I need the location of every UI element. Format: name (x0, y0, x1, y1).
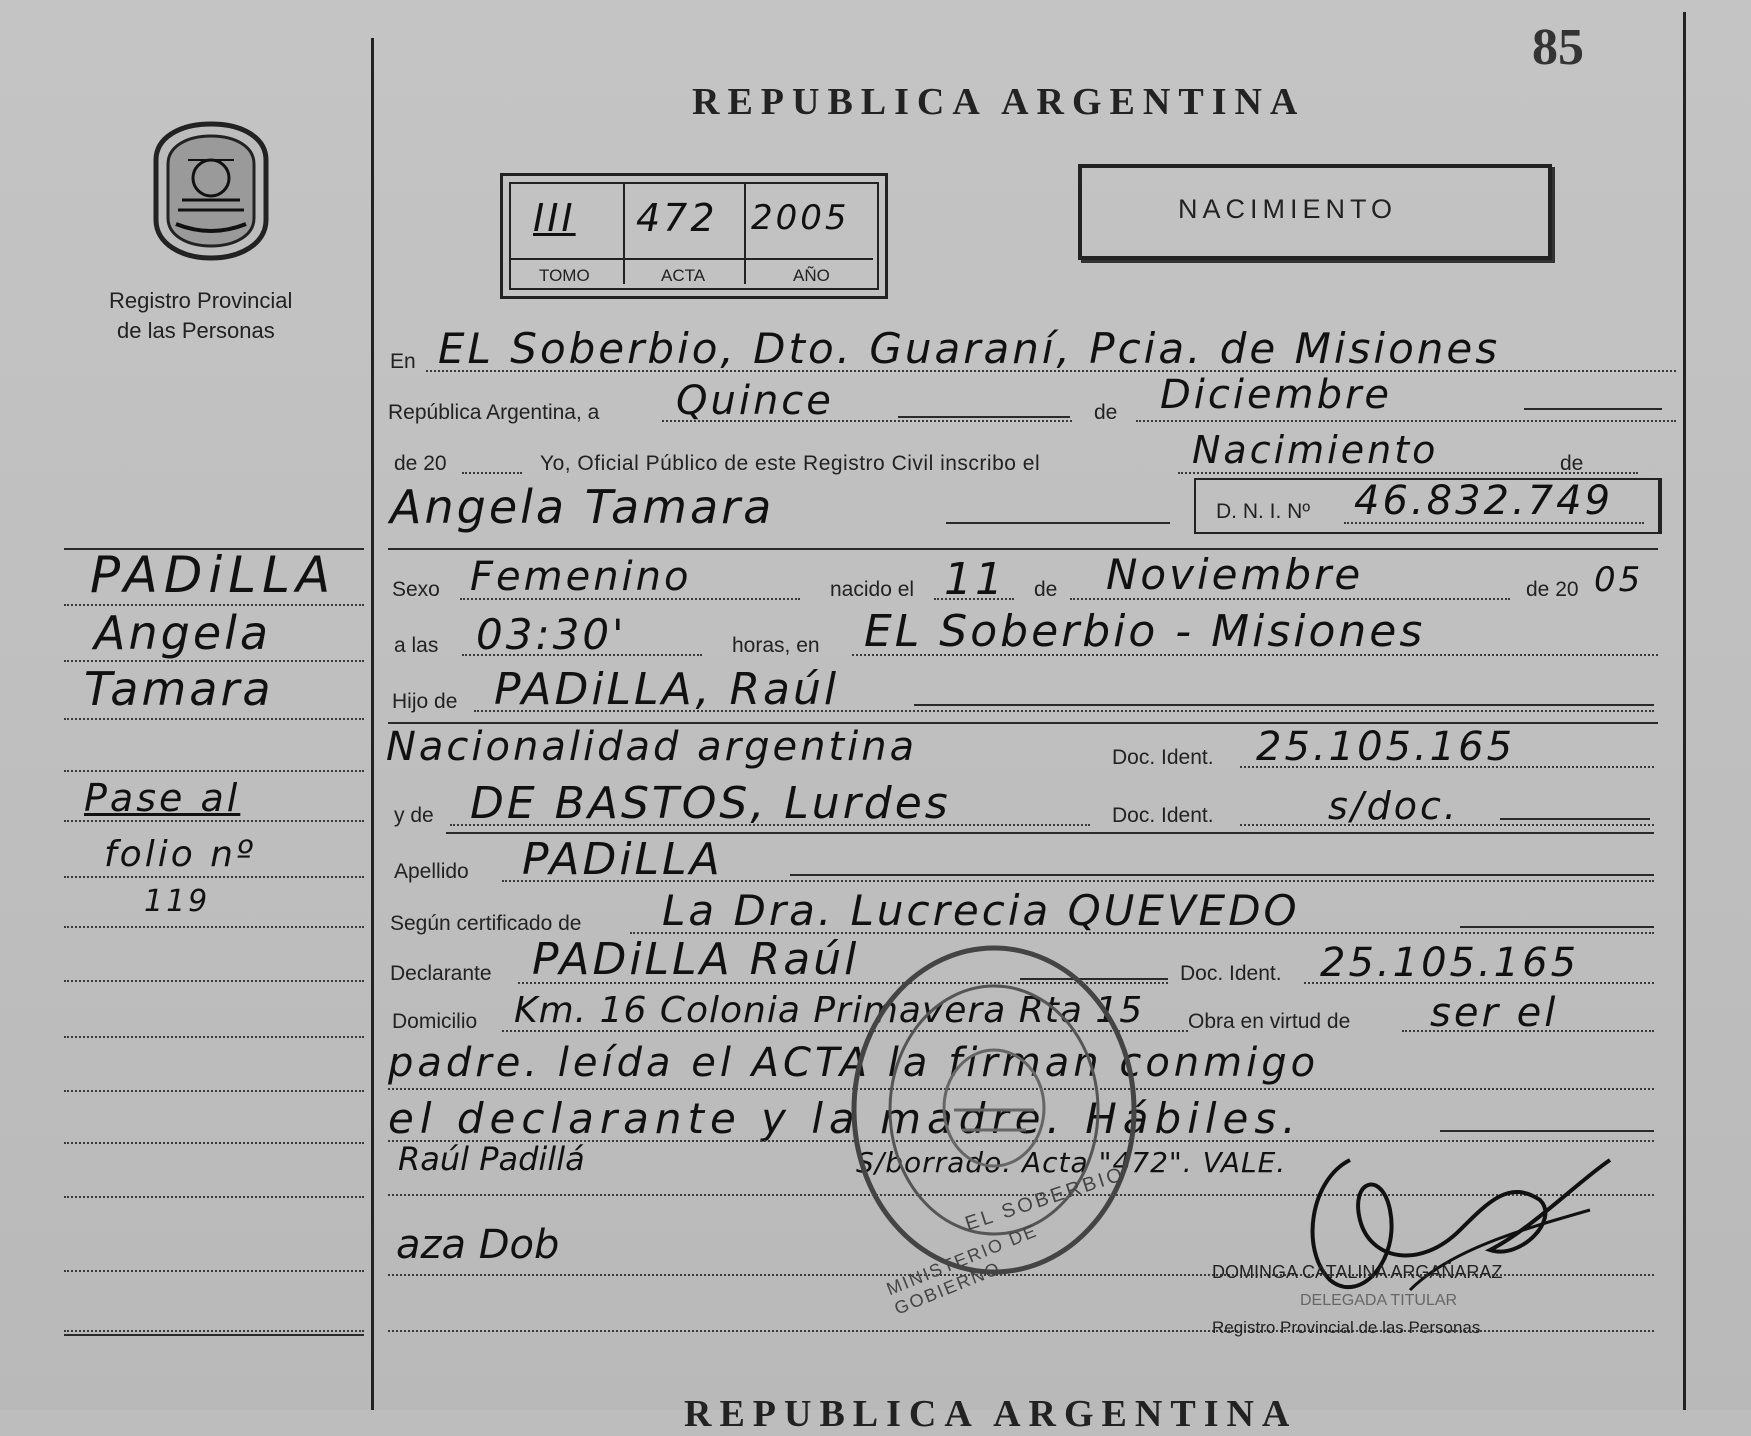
birth-day: 11 (944, 554, 1006, 605)
birth-month: Noviembre (1106, 550, 1364, 599)
left-margin-divider (371, 38, 374, 1410)
en-value: EL Soberbio, Dto. Guaraní, Pcia. de Misiones (438, 324, 1501, 373)
inscribe-value: Nacimiento (1192, 428, 1439, 472)
nacido-label: nacido el (830, 578, 915, 601)
surname-value: PADiLLA (522, 834, 723, 885)
yo-text: Yo, Oficial Público de este Registro Civil inscribo el (540, 452, 1041, 475)
certificate-value: La Dra. Lucrecia QUEVEDO (662, 886, 1300, 935)
official-stamp (844, 940, 1144, 1319)
dni-value: 46.832.749 (1354, 478, 1614, 524)
ano-value: 2005 (751, 198, 850, 238)
alas-label: a las (394, 634, 439, 657)
father-name: PADiLLA, Raúl (494, 664, 840, 715)
office-name-line1: Registro Provincial (109, 288, 293, 313)
page-number: 85 (1532, 19, 1584, 76)
ano-label: AÑO (793, 266, 830, 285)
mother-signature: aza Dob (396, 1222, 560, 1268)
father-nationality: Nacionalidad argentina (386, 724, 918, 770)
margin-first-name: Angela (94, 606, 272, 660)
margin-note-line1: Pase al (84, 776, 241, 820)
father-doc: 25.105.165 (1256, 724, 1516, 770)
apellido-label: Apellido (394, 860, 469, 883)
obra-label: Obra en virtud de (1188, 1010, 1351, 1033)
record-type-box (1078, 164, 1552, 260)
mother-name: DE BASTOS, Lurdes (470, 778, 951, 829)
stamp-lower-text: MINISTERIO DE GOBIERNO (883, 1220, 1041, 1319)
obra-value: ser el (1430, 990, 1559, 1036)
margin-second-name: Tamara (84, 662, 274, 716)
declarant-name: PADiLLA Raúl (532, 934, 860, 985)
official-name: DOMINGA CATALINA ARGAÑARAZ (1212, 1262, 1503, 1282)
address-value: Km. 16 Colonia Primavera Rta 15 (514, 990, 1144, 1031)
month-value: Diciembre (1160, 372, 1393, 418)
official-signature-mark (1290, 1140, 1630, 1310)
registered-name: Angela Tamara (390, 480, 775, 534)
de20-label: de 20 (394, 452, 447, 475)
dni-box (1194, 478, 1662, 534)
office-name-line2: de las Personas (117, 318, 275, 343)
official-office: Registro Provincial de las Personas (1212, 1318, 1481, 1337)
doc-ident-label-2: Doc. Ident. (1112, 804, 1214, 827)
declarante-label: Declarante (390, 962, 492, 985)
de20-label-2: de 20 (1526, 578, 1579, 601)
acta-value: 472 (636, 196, 718, 240)
de-label-1: de (1094, 401, 1118, 424)
margin-note-line2: folio nº (104, 834, 256, 875)
acta-label: ACTA (661, 266, 706, 285)
dni-label: D. N. I. Nº (1216, 500, 1311, 523)
domicilio-label: Domicilio (392, 1010, 478, 1033)
correction-note: S/borrado. Acta "472". VALE. (856, 1146, 1287, 1179)
province-seal-logo (148, 120, 274, 262)
segun-label: Según certificado de (390, 912, 582, 935)
day-value: Quince (676, 378, 834, 424)
country-title: REPUBLICA ARGENTINA (692, 81, 1306, 123)
tomo-label: TOMO (539, 266, 590, 285)
mother-doc: s/doc. (1328, 784, 1459, 828)
doc-ident-label-3: Doc. Ident. (1180, 962, 1282, 985)
record-type-label: NACIMIENTO (1178, 194, 1398, 224)
en-label: En (390, 350, 416, 373)
margin-surname: PADiLLA (90, 546, 337, 604)
declarant-doc: 25.105.165 (1320, 940, 1580, 986)
narrative-line2: el declarante y la madre. Hábiles. (388, 1094, 1302, 1143)
doc-ident-label-1: Doc. Ident. (1112, 746, 1214, 769)
margin-note-line3: 119 (144, 884, 211, 919)
horas-en-label: horas, en (732, 634, 820, 657)
narrative-line1: padre. leída el ACTA la firman conmigo (388, 1040, 1320, 1086)
birth-hour: 03:30' (476, 610, 627, 659)
stamp-inner-text: EL SOBERBIO (962, 1162, 1128, 1236)
record-box (500, 173, 888, 299)
yde-label: y de (394, 804, 434, 827)
declarant-signature: Raúl Padillá (398, 1140, 585, 1178)
birth-year: 05 (1594, 560, 1644, 600)
bottom-country-title: REPUBLICA ARGENTINA (684, 1393, 1298, 1435)
birth-place: EL Soberbio - Misiones (864, 606, 1426, 657)
de-label-2: de (1560, 452, 1584, 475)
right-border (1683, 12, 1686, 1410)
hijo-label: Hijo de (392, 690, 458, 713)
official-role: DELEGADA TITULAR (1300, 1292, 1458, 1309)
sexo-value: Femenino (470, 554, 692, 600)
tomo-value: III (533, 196, 576, 240)
sexo-label: Sexo (392, 578, 440, 601)
republica-label: República Argentina, a (388, 401, 600, 424)
de-label-3: de (1034, 578, 1058, 601)
